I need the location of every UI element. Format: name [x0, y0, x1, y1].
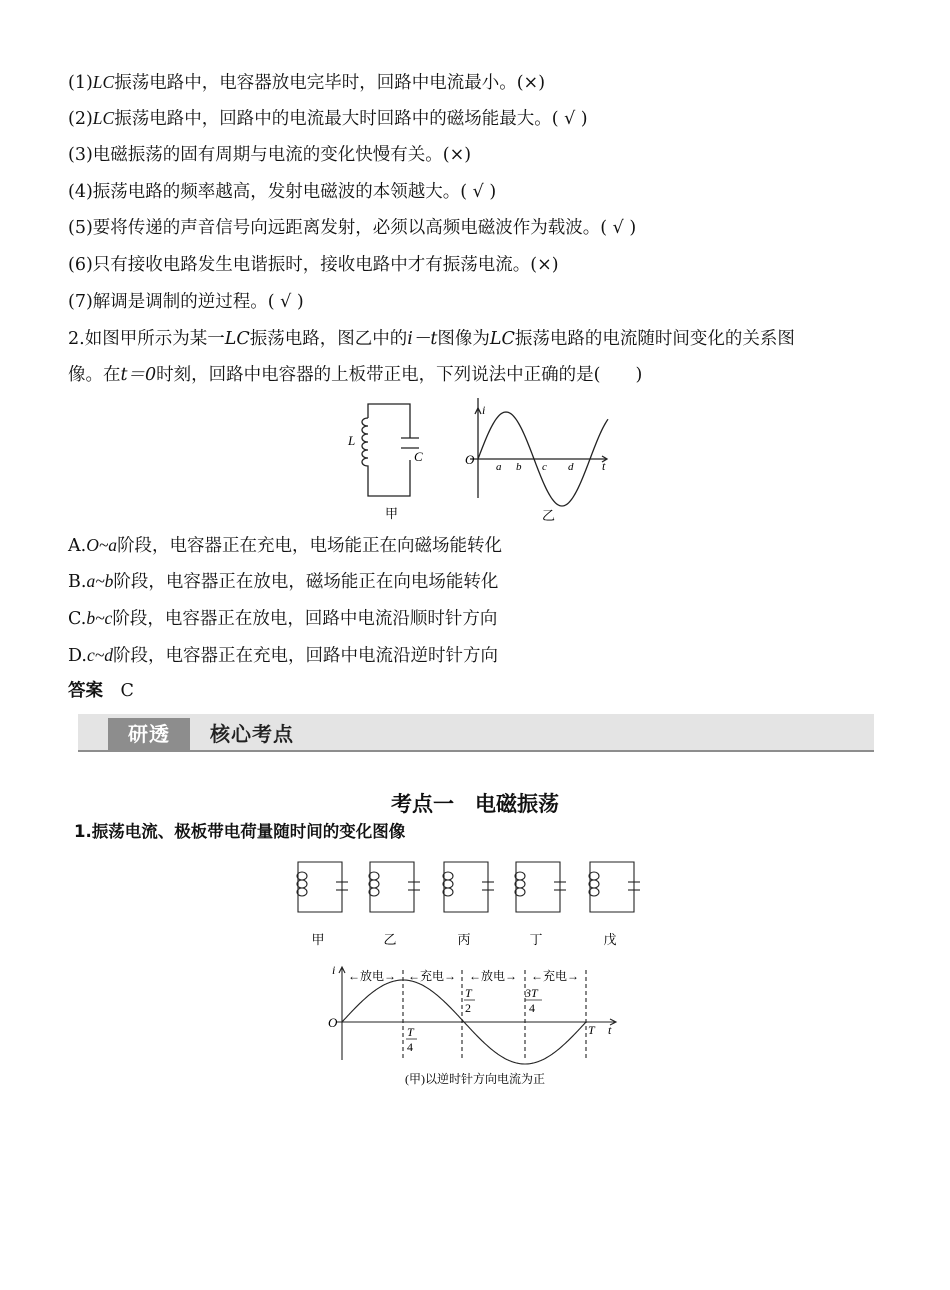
oscillation-waveform — [320, 960, 630, 1090]
circuit-label: 丙 — [457, 932, 471, 947]
frac-T4-den: 4 — [407, 1040, 413, 1054]
wave-T: T — [588, 1023, 595, 1037]
frac-T2-num: T — [465, 986, 472, 1000]
judgment-2: (2)LC振荡电路中，回路中的电流最大时回路中的磁场能最大。( √ ) — [68, 108, 588, 129]
banner-title: 核心考点 — [210, 722, 294, 746]
mini-circuit — [444, 862, 488, 912]
wave-origin: O — [328, 1015, 338, 1030]
wave-caption: (甲)以逆时针方向电流为正 — [405, 1072, 545, 1086]
inductor-label: L — [348, 433, 356, 448]
frac-3T4-num: 3T — [525, 986, 538, 1000]
mini-circuit — [516, 862, 560, 912]
judgment-4: (4)振荡电路的频率越高，发射电磁波的本领越大。( √ ) — [68, 182, 497, 202]
judgment-7: (7)解调是调制的逆过程。( √ ) — [68, 292, 304, 312]
judgment-6: (6)只有接收电路发生电谐振时，接收电路中才有振荡电流。(×) — [68, 255, 559, 275]
stage-label: ←放电→ — [347, 969, 397, 983]
banner-tab: 研透 — [128, 722, 170, 746]
oscillation-stages-figure — [290, 852, 660, 952]
circuit-label: 戊 — [603, 932, 617, 947]
fig-label-jia: 甲 — [385, 506, 399, 521]
mini-circuit — [298, 862, 342, 912]
subsection-title: 1.振荡电流、极板带电荷量随时间的变化图像 — [74, 822, 406, 841]
frac-3T4-den: 4 — [529, 1001, 535, 1015]
point-d: d — [568, 461, 574, 473]
circuit-label: 丁 — [529, 932, 543, 947]
question-2: 2.如图甲所示为某一LC振荡电路，图乙中的i－t图像为LC振荡电路的电流随时间变化的关系图 像。在t＝0时刻，回路中电容器的上板带正电，下列说法中正确的是( ) — [68, 329, 795, 385]
wave-axis-t: t — [608, 1023, 612, 1037]
option-c: C.b~c阶段，电容器正在放电，回路中电流沿顺时针方向 — [68, 608, 498, 629]
frac-T4-num: T — [407, 1025, 414, 1039]
capacitor-label: C — [414, 449, 423, 464]
point-b: b — [516, 461, 522, 473]
judgment-3: (3)电磁振荡的固有周期与电流的变化快慢有关。(×) — [68, 145, 472, 165]
stage-label: ←放电→ — [468, 969, 518, 983]
mini-circuit — [370, 862, 414, 912]
circuit-label: 乙 — [383, 932, 397, 947]
option-b: B.a~b阶段，电容器正在放电，磁场能正在向电场能转化 — [68, 571, 499, 592]
section-banner — [78, 714, 874, 752]
fig-label-yi: 乙 — [542, 508, 556, 523]
stage-label: ←充电→ — [530, 969, 580, 983]
axis-t-label: t — [602, 459, 606, 473]
option-d: D.c~d阶段，电容器正在充电，回路中电流沿逆时针方向 — [68, 645, 498, 666]
judgment-1: (1)LC振荡电路中，电容器放电完毕时，回路中电流最小。(×) — [68, 72, 546, 93]
axis-i-label: i — [482, 403, 486, 417]
circuit-label: 甲 — [311, 932, 325, 947]
answer: 答案 C — [68, 681, 134, 701]
stage-label: ←充电→ — [407, 969, 457, 983]
wave-axis-i: i — [332, 963, 336, 977]
point-c: c — [542, 461, 547, 473]
lc-circuit-figure — [330, 398, 630, 524]
frac-T2-den: 2 — [465, 1001, 471, 1015]
origin-label: O — [465, 452, 475, 467]
point-a: a — [496, 461, 502, 473]
option-a: A.O~a阶段，电容器正在充电，电场能正在向磁场能转化 — [68, 535, 503, 556]
mini-circuit — [590, 862, 634, 912]
section-title: 考点一 电磁振荡 — [391, 792, 559, 816]
judgment-5: (5)要将传递的声音信号向远距离发射，必须以高频电磁波作为载波。( √ ) — [68, 218, 637, 238]
